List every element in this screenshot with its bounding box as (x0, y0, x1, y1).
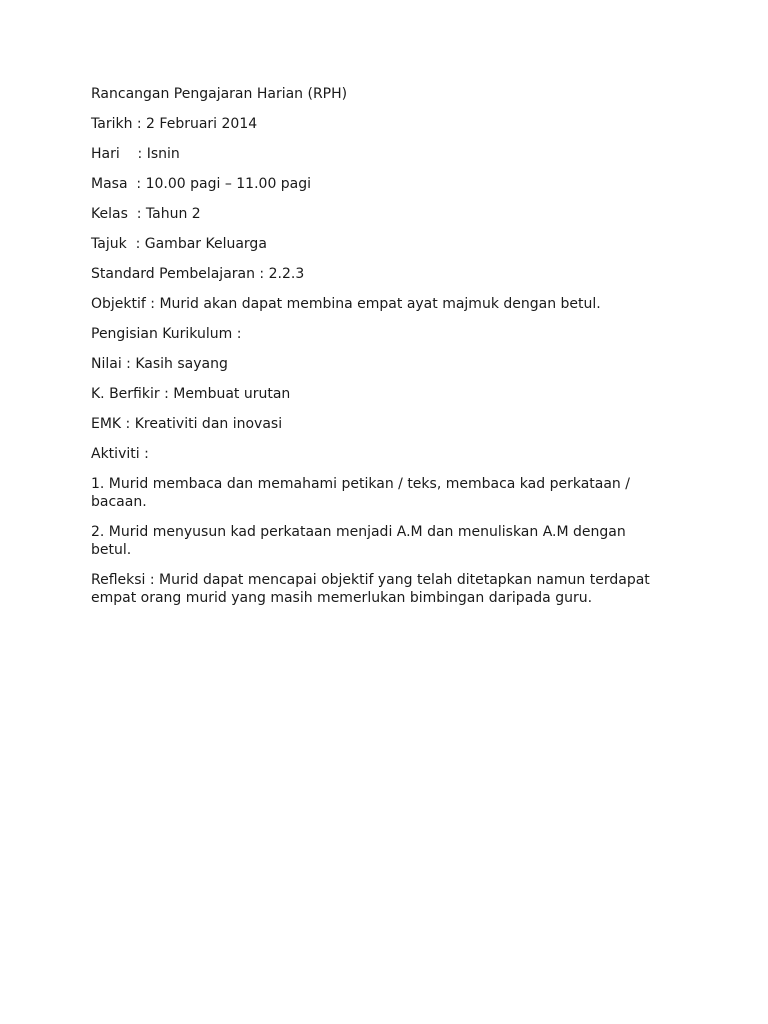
values-line: Nilai : Kasih sayang (91, 356, 228, 372)
document-title: Rancangan Pengajaran Harian (RPH) (91, 86, 348, 102)
curriculum-content-heading: Pengisian Kurikulum : (91, 326, 242, 342)
day-line: Hari : Isnin (91, 146, 180, 162)
activities-heading: Aktiviti : (91, 446, 149, 462)
class-line: Kelas : Tahun 2 (91, 206, 201, 222)
thinking-skills-line: K. Berfikir : Membuat urutan (91, 386, 291, 402)
document-body (91, 85, 655, 619)
learning-standard-line: Standard Pembelajaran : 2.2.3 (91, 266, 305, 282)
activity-item: 2. Murid menyusun kad perkataan menjadi A.M dan menuliskan A.M dengan betul. (91, 524, 631, 558)
date-line: Tarikh : 2 Februari 2014 (91, 116, 258, 132)
reflection-line: Refleksi : Murid dapat mencapai objektif yang telah ditetapkan namun terdapat empat orang murid yang masih memerlukan bimbingan daripada guru. (91, 572, 655, 606)
activity-item: 1. Murid membaca dan memahami petikan / teks, membaca kad perkataan / bacaan. (91, 476, 635, 510)
objective-line: Objektif : Murid akan dapat membina empat ayat majmuk dengan betul. (91, 296, 601, 312)
time-line: Masa : 10.00 pagi – 11.00 pagi (91, 176, 312, 192)
topic-line: Tajuk : Gambar Keluarga (91, 236, 267, 252)
emk-line: EMK : Kreativiti dan inovasi (91, 416, 283, 432)
